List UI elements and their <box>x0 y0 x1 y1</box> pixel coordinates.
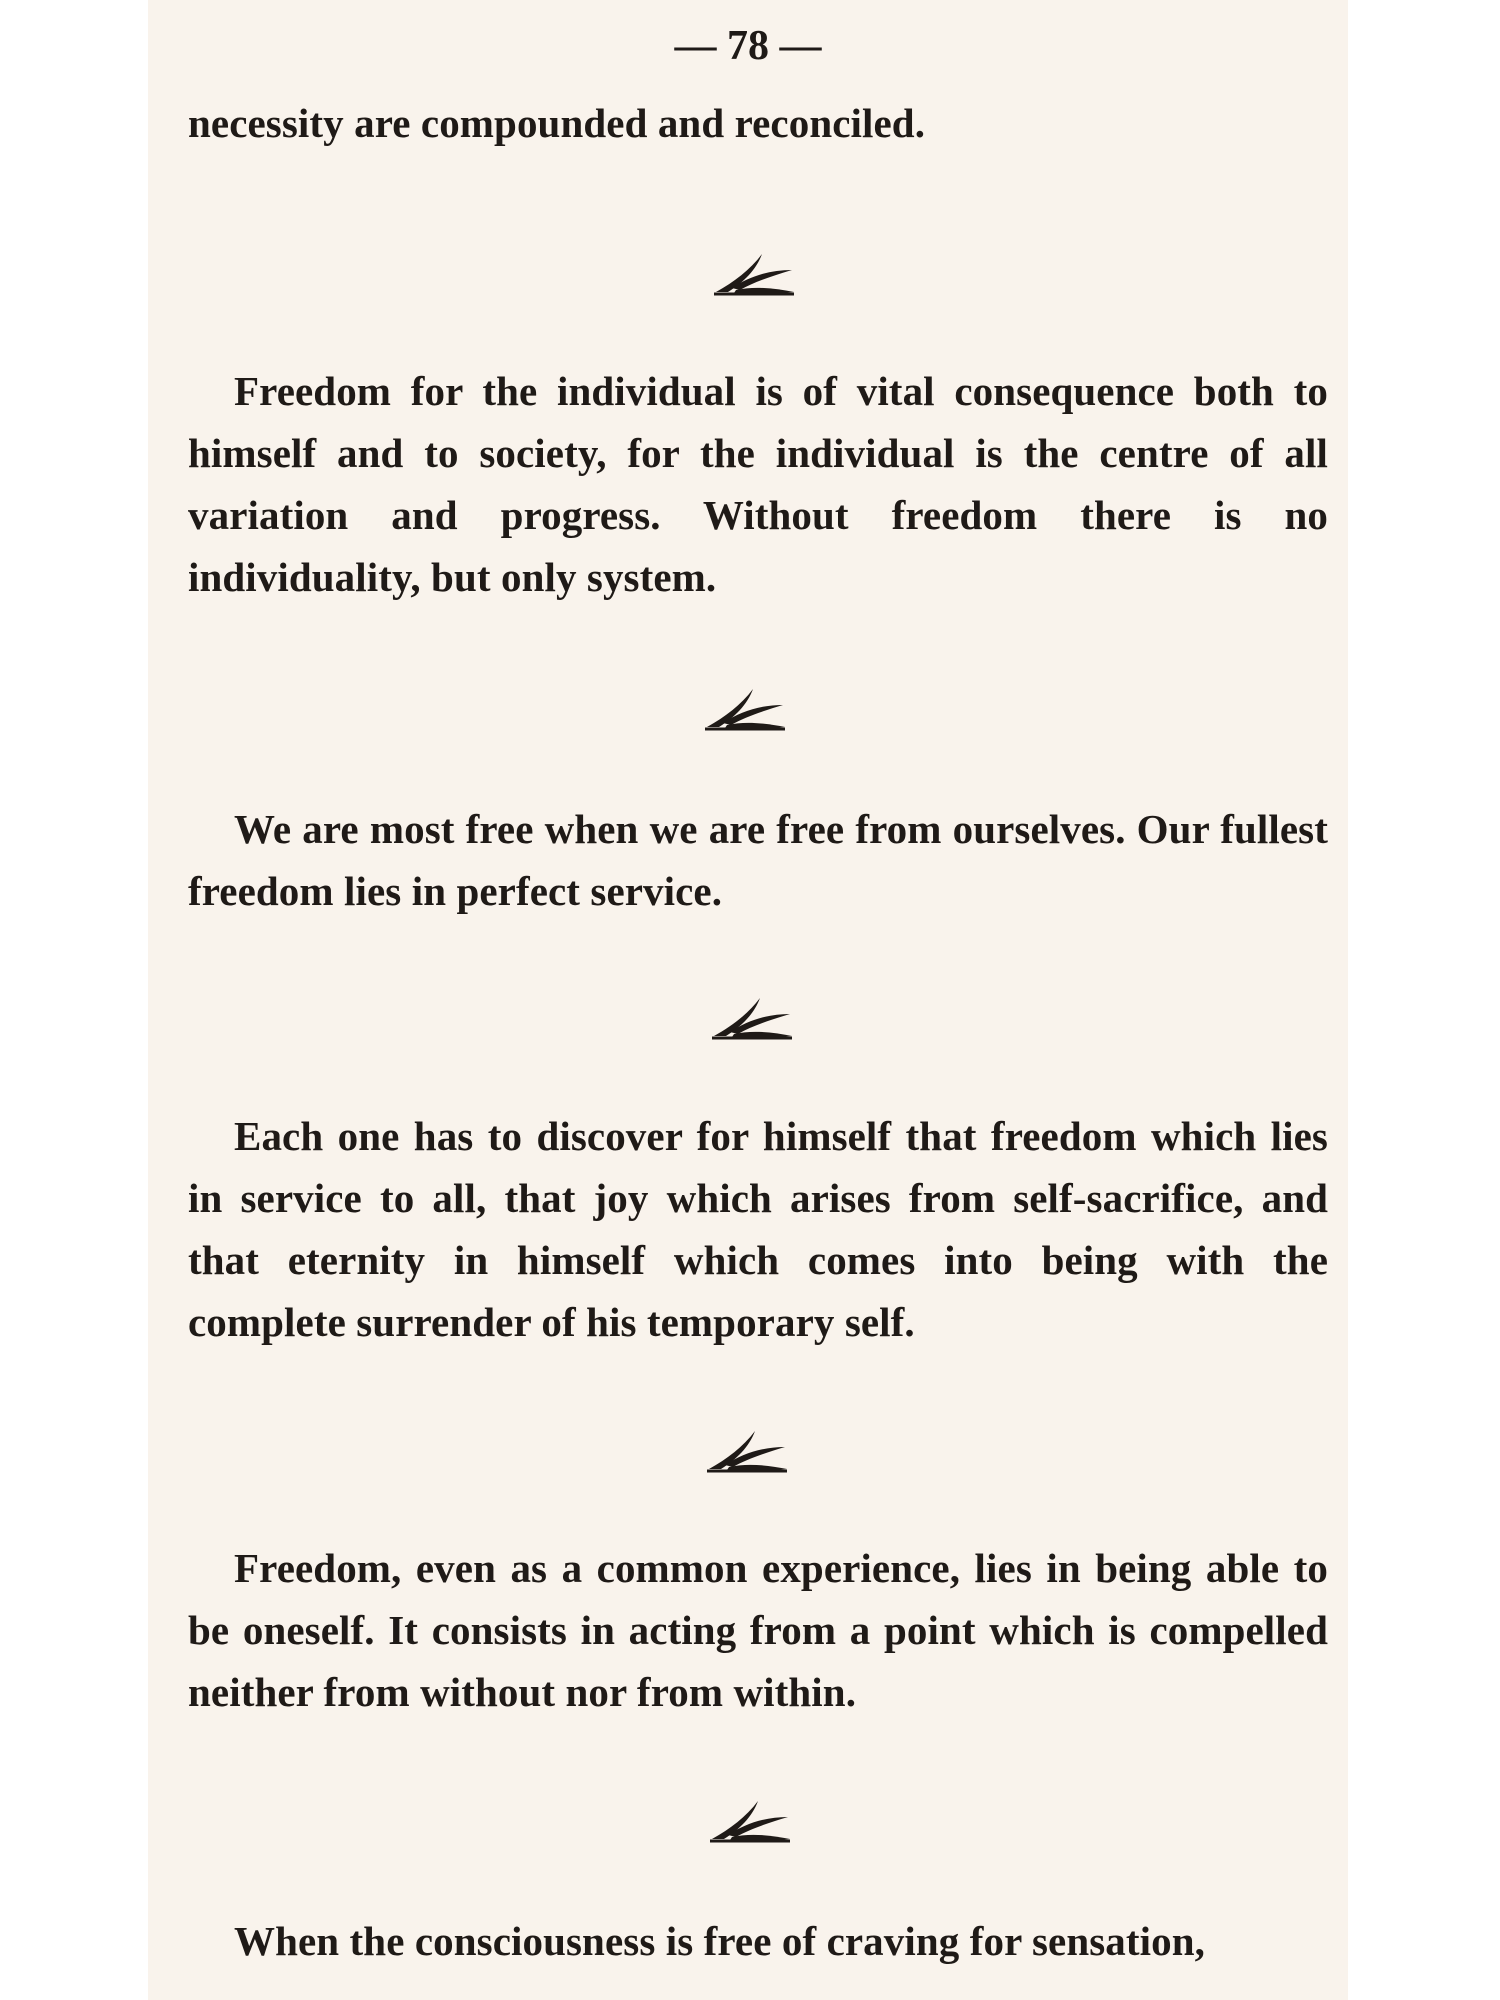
leaf-sprig-ornament-icon <box>706 1795 792 1845</box>
paragraph-text: Freedom for the individual is of vital consequence both to himself and to society, for the individual is the centre of all variation and progress. Without freedom there is no individuality, but only system. <box>188 368 1328 600</box>
book-page <box>148 0 1348 2000</box>
paragraph-text: We are most free when we are free from ourselves. Our fullest freedom lies in perfect service. <box>188 806 1328 914</box>
paragraph-text: Each one has to discover for himself that freedom which lies in service to all, that joy which arises from self-sacrifice, and that eternity in himself which comes into being with the complete surrender of his temporary self. <box>188 1113 1328 1345</box>
paragraph-continuation <box>188 92 1328 154</box>
leaf-sprig-ornament-icon <box>701 683 787 733</box>
paragraph-most-free <box>188 798 1328 922</box>
paragraph-individual-freedom <box>188 360 1328 608</box>
paragraph-discover-freedom <box>188 1105 1328 1353</box>
paragraph-consciousness <box>188 1910 1328 1972</box>
leaf-sprig-ornament-icon <box>708 992 794 1042</box>
leaf-sprig-ornament-icon <box>710 248 796 298</box>
paragraph-common-experience <box>188 1537 1328 1723</box>
paragraph-text: When the consciousness is free of craving for sensation, <box>234 1918 1205 1964</box>
paragraph-text: Freedom, even as a common experience, lies in being able to be oneself. It consists in acting from a point which is compelled neither from without nor from within. <box>188 1545 1328 1715</box>
leaf-sprig-ornament-icon <box>703 1425 789 1475</box>
paragraph-text: necessity are compounded and reconciled. <box>188 100 926 146</box>
page-number: — 78 — <box>674 23 822 69</box>
